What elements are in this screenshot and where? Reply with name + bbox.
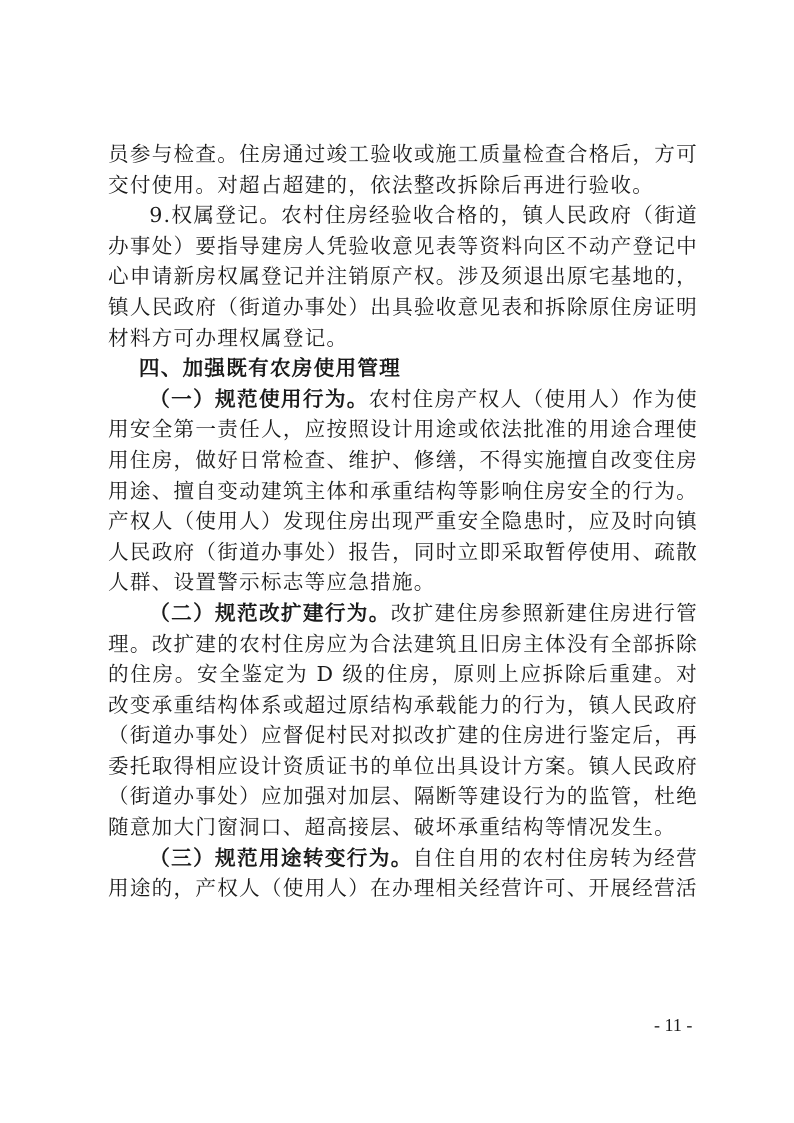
paragraph-use-conversion xyxy=(108,843,698,904)
paragraph-text-conversion: 自住自用的农村住房转为经营用途的，产权人（使用人）在办理相关经营许可、开展经营活 xyxy=(108,845,698,901)
paragraph-ownership-registration: 9.权属登记。农村住房经验收合格的，镇人民政府（街道办事处）要指导建房人凭验收意见表等资料向区不动产登记中心申请新房权属登记并注销原产权。涉及须退出原宅基地的，镇人民政府（街道办事处）出具验收意见表和拆除原住房证明材料方可办理权属登记。 xyxy=(108,203,698,350)
paragraph-lead-usage: （一）规范使用行为。 xyxy=(149,386,369,411)
paragraph-text-renovation: 改扩建住房参照新建住房进行管理。改扩建的农村住房应为合法建筑且旧房主体没有全部拆除的住房。安全鉴定为 D 级的住房，原则上应拆除后重建。对改变承重结构体系或超过原结构承载能力的行为，镇人民政府（街道办事处）应督促村民对拟改扩建的住房进行鉴定后，再委托取得相应设计资质证书的单位出具设计方案。镇人民政府（街道办事处）应加强对加层、隔断等建设行为的监管，杜绝随意加大门窗洞口、超高接层、破坏承重结构等情况发生。 xyxy=(108,600,699,840)
page-number: - 11 - xyxy=(654,1015,693,1035)
document-body xyxy=(108,139,698,904)
paragraph-lead-conversion: （三）规范用途转变行为。 xyxy=(149,845,413,870)
paragraph-text-usage: 农村住房产权人（使用人）作为使用安全第一责任人，应按照设计用途或依法批准的用途合理使用住房，做好日常检查、维护、修缮，不得实施擅自改变住房用途、擅自变动建筑主体和承重结构等影响住房安全的行为。产权人（使用人）发现住房出现严重安全隐患时，应及时向镇人民政府（街道办事处）报告，同时立即采取暂停使用、疏散人群、设置警示标志等应急措施。 xyxy=(108,386,699,595)
section-heading-existing-housing: 四、加强既有农房使用管理 xyxy=(138,356,402,381)
paragraph-usage-behavior xyxy=(108,384,698,598)
paragraph-inspection-continued: 员参与检查。住房通过竣工验收或施工质量检查合格后，方可交付使用。对超占超建的，依法整改拆除后再进行验收。 xyxy=(108,142,698,197)
paragraph-renovation-behavior xyxy=(108,598,698,843)
paragraph-lead-renovation: （二）规范改扩建行为。 xyxy=(149,600,391,625)
